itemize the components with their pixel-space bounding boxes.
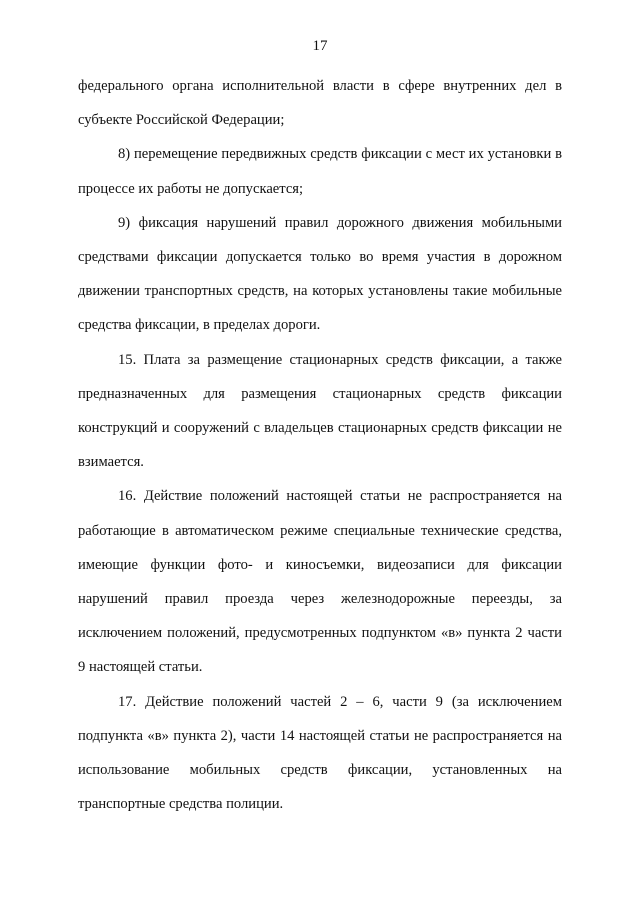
paragraph-item-9: 9) фиксация нарушений правил дорожного движения мобильными средствами фиксации допускается только во время участия в дорожном движении транспортных средств, на которых установлены такие мобильные средства фиксации, в пределах дороги.	[78, 214, 562, 334]
paragraph-part-15: 15. Плата за размещение стационарных средств фиксации, а также предназначенных для размещения стационарных средств фиксации конструкций и сооружений с владельцев стационарных средств фиксации не взимается.	[78, 351, 562, 471]
paragraph-item-8: 8) перемещение передвижных средств фиксации с мест их установки в процессе их работы не допускается;	[78, 146, 562, 197]
page-number: 17	[312, 38, 328, 54]
paragraph-part-16: 16. Действие положений настоящей статьи не распространяется на работающие в автоматическом режиме специальные технические средства, имеющие функции фото- и киносъемки, видеозаписи для фиксации нарушений правил проезда через железнодорожные переезды, за исключением положений, предусмотренных подпунктом «в» пункта 2 части 9 настоящей статьи.	[78, 488, 562, 676]
document-body	[78, 69, 562, 821]
paragraph-part-17: 17. Действие положений частей 2 – 6, части 9 (за исключением подпункта «в» пункта 2), части 14 настоящей статьи не распространяется на использование мобильных средств фиксации, установленных на транспортные средства полиции.	[78, 693, 562, 813]
paragraph-continuation: федерального органа исполнительной власти в сфере внутренних дел в субъекте Российской Федерации;	[78, 78, 562, 129]
